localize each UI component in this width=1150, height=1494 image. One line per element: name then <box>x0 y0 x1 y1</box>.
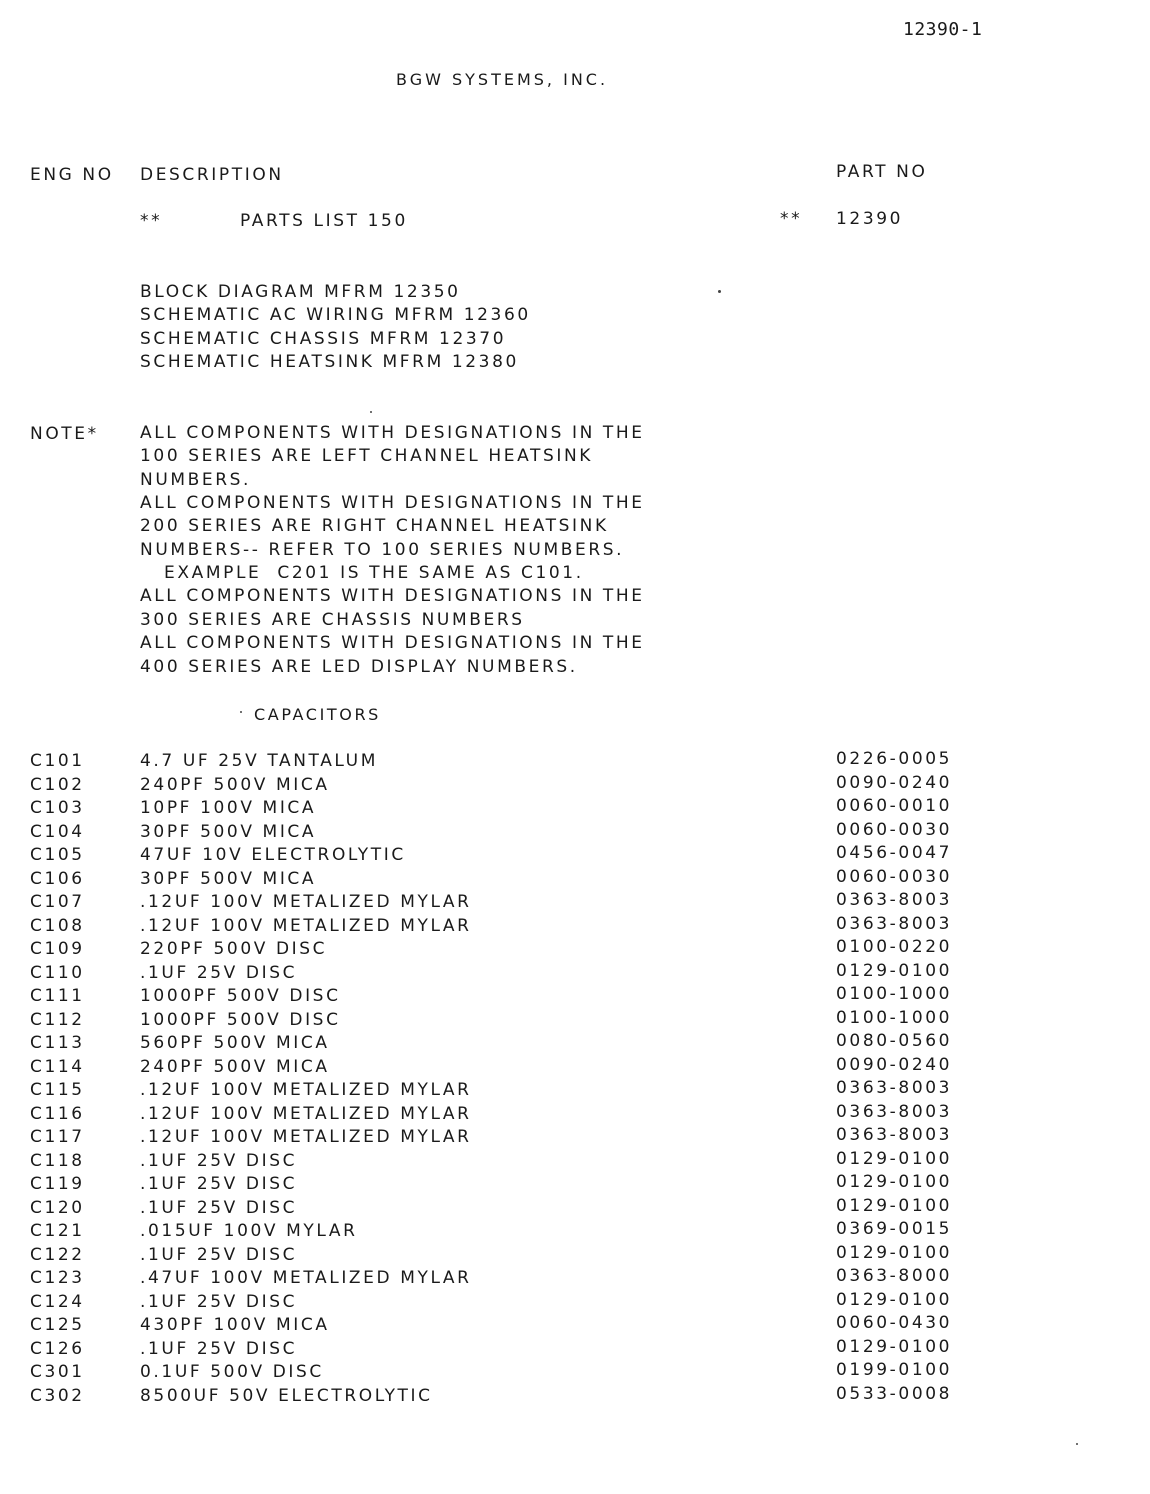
eng-no-cell: C106 <box>30 869 85 889</box>
part-no-cell: 0456-0047 <box>836 843 953 863</box>
eng-no-cell: C302 <box>30 1386 85 1406</box>
part-no-cell: 0533-0008 <box>836 1384 953 1404</box>
reference-line: SCHEMATIC AC WIRING MFRM 12360 <box>140 305 531 325</box>
scan-speck <box>718 290 721 293</box>
eng-no-cell: C120 <box>30 1198 85 1218</box>
eng-no-cell: C105 <box>30 845 85 865</box>
part-no-cell: 0129-0100 <box>836 1337 953 1357</box>
description-cell: .015UF 100V MYLAR <box>140 1221 358 1241</box>
title-right-mark: ** <box>780 209 803 229</box>
description-cell: .1UF 25V DISC <box>140 1198 298 1218</box>
description-cell: 4.7 UF 25V TANTALUM <box>140 751 378 771</box>
parts-list-title: PARTS LIST 150 <box>240 211 408 231</box>
description-cell: .47UF 100V METALIZED MYLAR <box>140 1268 472 1288</box>
part-no-cell: 0060-0430 <box>836 1313 953 1333</box>
part-no-cell: 0226-0005 <box>836 749 953 769</box>
part-no-cell: 0060-0030 <box>836 867 953 887</box>
title-left-mark: ** <box>140 211 163 231</box>
note-line: ALL COMPONENTS WITH DESIGNATIONS IN THE <box>140 633 645 653</box>
scan-speck <box>240 711 242 713</box>
note-line: 100 SERIES ARE LEFT CHANNEL HEATSINK <box>140 446 594 466</box>
part-no-cell: 0090-0240 <box>836 1055 953 1075</box>
description-cell: 8500UF 50V ELECTROLYTIC <box>140 1386 433 1406</box>
eng-no-cell: C102 <box>30 775 85 795</box>
description-cell: 47UF 10V ELECTROLYTIC <box>140 845 406 865</box>
part-no-cell: 0129-0100 <box>836 1196 953 1216</box>
part-no-cell: 0100-0220 <box>836 937 953 957</box>
description-cell: 0.1UF 500V DISC <box>140 1362 324 1382</box>
description-cell: 240PF 500V MICA <box>140 1057 330 1077</box>
part-no-cell: 0363-8000 <box>836 1266 953 1286</box>
eng-no-cell: C119 <box>30 1174 85 1194</box>
description-cell: .12UF 100V METALIZED MYLAR <box>140 1127 472 1147</box>
note-line: ALL COMPONENTS WITH DESIGNATIONS IN THE <box>140 493 645 513</box>
part-no-cell: 0129-0100 <box>836 1149 953 1169</box>
description-cell: 1000PF 500V DISC <box>140 1010 341 1030</box>
eng-no-cell: C112 <box>30 1010 85 1030</box>
eng-no-cell: C126 <box>30 1339 85 1359</box>
description-cell: 560PF 500V MICA <box>140 1033 330 1053</box>
description-cell: .12UF 100V METALIZED MYLAR <box>140 1080 472 1100</box>
page-number: 12390-1 <box>903 19 983 40</box>
header-part-no: PART NO <box>836 162 928 182</box>
part-no-cell: 0363-8003 <box>836 1078 953 1098</box>
note-line: ALL COMPONENTS WITH DESIGNATIONS IN THE <box>140 586 645 606</box>
description-cell: .1UF 25V DISC <box>140 1292 298 1312</box>
scan-speck <box>1076 1443 1078 1445</box>
part-no-cell: 0363-8003 <box>836 914 953 934</box>
part-no-cell: 0129-0100 <box>836 1243 953 1263</box>
header-eng-no: ENG NO <box>30 165 114 185</box>
note-line: ALL COMPONENTS WITH DESIGNATIONS IN THE <box>140 423 645 443</box>
part-no-cell: 0369-0015 <box>836 1219 953 1239</box>
eng-no-cell: C110 <box>30 963 85 983</box>
eng-no-cell: C118 <box>30 1151 85 1171</box>
eng-no-cell: C109 <box>30 939 85 959</box>
eng-no-cell: C115 <box>30 1080 85 1100</box>
eng-no-cell: C124 <box>30 1292 85 1312</box>
part-no-cell: 0129-0100 <box>836 1290 953 1310</box>
eng-no-cell: C121 <box>30 1221 85 1241</box>
eng-no-cell: C123 <box>30 1268 85 1288</box>
eng-no-cell: C107 <box>30 892 85 912</box>
description-cell: .1UF 25V DISC <box>140 1151 298 1171</box>
part-no-cell: 0363-8003 <box>836 890 953 910</box>
eng-no-cell: C113 <box>30 1033 85 1053</box>
note-line: 200 SERIES ARE RIGHT CHANNEL HEATSINK <box>140 516 609 536</box>
eng-no-cell: C101 <box>30 751 85 771</box>
description-cell: 1000PF 500V DISC <box>140 986 341 1006</box>
eng-no-cell: C114 <box>30 1057 85 1077</box>
note-label: NOTE* <box>30 424 99 444</box>
part-no-cell: 0129-0100 <box>836 961 953 981</box>
description-cell: 30PF 500V MICA <box>140 869 317 889</box>
header-description: DESCRIPTION <box>140 165 284 185</box>
note-line: EXAMPLE C201 IS THE SAME AS C101. <box>140 563 584 583</box>
part-no-cell: 0100-1000 <box>836 984 953 1004</box>
note-line: 400 SERIES ARE LED DISPLAY NUMBERS. <box>140 657 578 677</box>
part-no-cell: 0363-8003 <box>836 1125 953 1145</box>
description-cell: .1UF 25V DISC <box>140 963 298 983</box>
reference-line: SCHEMATIC HEATSINK MFRM 12380 <box>140 352 519 372</box>
description-cell: 220PF 500V DISC <box>140 939 328 959</box>
title-part-no: 12390 <box>836 209 904 229</box>
description-cell: 30PF 500V MICA <box>140 822 317 842</box>
part-no-cell: 0060-0010 <box>836 796 953 816</box>
eng-no-cell: C117 <box>30 1127 85 1147</box>
description-cell: .12UF 100V METALIZED MYLAR <box>140 1104 472 1124</box>
scan-speck <box>370 411 372 413</box>
description-cell: .1UF 25V DISC <box>140 1174 298 1194</box>
eng-no-cell: C108 <box>30 916 85 936</box>
reference-line: BLOCK DIAGRAM MFRM 12350 <box>140 282 461 302</box>
eng-no-cell: C122 <box>30 1245 85 1265</box>
part-no-cell: 0090-0240 <box>836 773 953 793</box>
section-heading-capacitors: CAPACITORS <box>254 705 381 724</box>
eng-no-cell: C103 <box>30 798 85 818</box>
description-cell: .1UF 25V DISC <box>140 1339 298 1359</box>
note-line: NUMBERS. <box>140 470 252 490</box>
reference-line: SCHEMATIC CHASSIS MFRM 12370 <box>140 329 507 349</box>
note-line: NUMBERS-- REFER TO 100 SERIES NUMBERS. <box>140 540 625 560</box>
part-no-cell: 0100-1000 <box>836 1008 953 1028</box>
description-cell: .1UF 25V DISC <box>140 1245 298 1265</box>
eng-no-cell: C301 <box>30 1362 85 1382</box>
description-cell: .12UF 100V METALIZED MYLAR <box>140 892 472 912</box>
eng-no-cell: C125 <box>30 1315 85 1335</box>
part-no-cell: 0363-8003 <box>836 1102 953 1122</box>
part-no-cell: 0080-0560 <box>836 1031 953 1051</box>
eng-no-cell: C111 <box>30 986 85 1006</box>
description-cell: 430PF 100V MICA <box>140 1315 330 1335</box>
part-no-cell: 0060-0030 <box>836 820 953 840</box>
company-name: BGW SYSTEMS, INC. <box>396 70 609 89</box>
note-line: 300 SERIES ARE CHASSIS NUMBERS <box>140 610 525 630</box>
eng-no-cell: C116 <box>30 1104 85 1124</box>
eng-no-cell: C104 <box>30 822 85 842</box>
description-cell: 240PF 500V MICA <box>140 775 330 795</box>
description-cell: 10PF 100V MICA <box>140 798 317 818</box>
part-no-cell: 0199-0100 <box>836 1360 953 1380</box>
part-no-cell: 0129-0100 <box>836 1172 953 1192</box>
description-cell: .12UF 100V METALIZED MYLAR <box>140 916 472 936</box>
